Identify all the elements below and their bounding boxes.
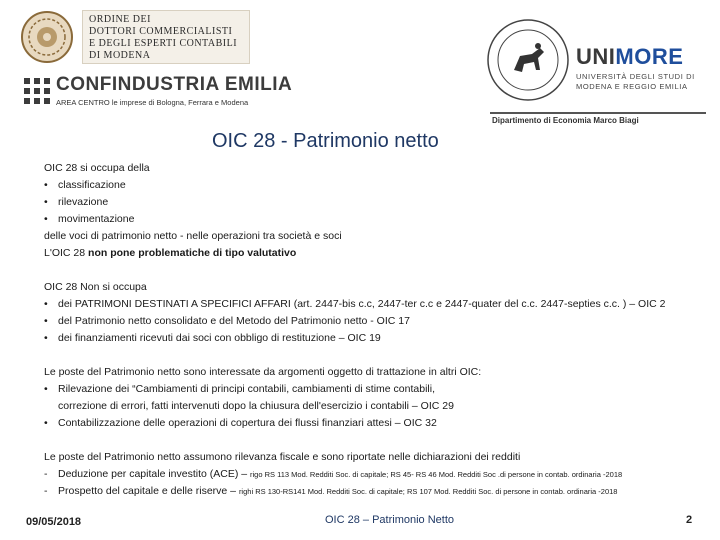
list-item: • movimentazione (44, 213, 135, 225)
unimore-word-a: UNI (576, 44, 616, 69)
list-item: • del Patrimonio netto consolidato e del Metodo del Patrimonio netto - OIC 17 (44, 315, 410, 327)
spacer (44, 432, 714, 449)
p1-line-3-b: non pone problematiche di tipo valutativo (88, 247, 297, 259)
list-item: • Contabilizzazione delle operazioni di copertura dei flussi finanziari attesi – OIC 32 (44, 417, 437, 429)
odc-line-4: DI MODENA (89, 50, 151, 61)
odc-line-1: ORDINE DEI (89, 14, 151, 25)
unimore-logo (478, 18, 706, 128)
confindustria-name: CONFINDUSTRIA EMILIA (56, 74, 293, 95)
unimore-word-b: MORE (615, 44, 684, 69)
p4-item-1-b: rigo RS 113 Mod. Redditi Soc. di capitale; RS 45- RS 46 Mod. Redditi Soc .di persone in contab. ordinaria -2018 (250, 470, 623, 479)
p3-item-2: Contabilizzazione delle operazioni di copertura dei flussi finanziari attesi – OIC 32 (58, 417, 437, 429)
odc-line-2: DOTTORI COMMERCIALISTI (89, 26, 233, 37)
slide-title: OIC 28 - Patrimonio netto (212, 130, 439, 152)
p4-intro: Le poste del Patrimonio netto assumono rilevanza fiscale e sono riportate nelle dichiarazioni dei redditi (44, 451, 521, 463)
slide-body (44, 160, 714, 500)
p1-intro: OIC 28 si occupa della (44, 162, 150, 174)
confindustria-mark-icon (22, 76, 52, 106)
list-item: • classificazione (44, 179, 126, 191)
list-item-continuation (44, 398, 714, 415)
spacer (44, 347, 714, 364)
confindustria-logo (22, 72, 293, 112)
p1-line-3-a: L'OIC 28 (44, 247, 89, 259)
p1-item-3: movimentazione (58, 213, 135, 225)
unimore-subtitle-1: UNIVERSITÀ DEGLI STUDI DI (576, 72, 695, 81)
p1-item-1: classificazione (58, 179, 126, 191)
p2-item-3: dei finanziamenti ricevuti dai soci con obbligo di restituzione – OIC 19 (58, 332, 381, 344)
p4-item-2-b: righi RS 130-RS141 Mod. Redditi Soc. di capitale; RS 107 Mod. Redditi Soc. di persone in contab. ordinaria -2018 (238, 487, 618, 496)
footer-date: 09/05/2018 (26, 516, 82, 528)
list-item: • dei finanziamenti ricevuti dai soci con obbligo di restituzione – OIC 19 (44, 332, 381, 344)
p4-item-1-a: Deduzione per capitale investito (ACE) – (58, 468, 251, 480)
p2-intro: OIC 28 Non si occupa (44, 281, 147, 293)
unimore-subtitle-2: MODENA E REGGIO EMILIA (576, 82, 688, 91)
p2-item-1: dei PATRIMONI DESTINATI A SPECIFICI AFFARI (art. 2447-bis c.c, 2447-ter c.c e 2447-quater del c.c. 2447-septies c.c. ) – OIC 2 (58, 298, 666, 310)
confindustria-subtitle: AREA CENTRO le imprese di Bologna, Ferrara e Modena (56, 98, 249, 107)
odc-logo (20, 10, 248, 64)
unimore-seal-icon (486, 18, 570, 102)
list-item: • rilevazione (44, 196, 109, 208)
p3-intro: Le poste del Patrimonio netto sono interessate da argomenti oggetto di trattazione in altri OIC: (44, 366, 482, 378)
odc-seal-icon (20, 10, 74, 64)
odc-line-3: E DEGLI ESPERTI CONTABILI (89, 38, 238, 49)
page-number: 2 (686, 514, 693, 526)
spacer (44, 262, 714, 279)
p1-line-2: delle voci di patrimonio netto - nelle operazioni tra società e soci (44, 230, 342, 242)
list-item: - Deduzione per capitale investito (ACE) – rigo RS 113 Mod. Redditi Soc. di capitale; RS 45- RS 46 Mod. Redditi Soc .di persone in contab. ordinaria -2018 (44, 468, 623, 480)
list-item: • Rilevazione dei “Cambiamenti di principi contabili, cambiamenti di stime contabili, (44, 383, 436, 395)
p2-item-2: del Patrimonio netto consolidato e del Metodo del Patrimonio netto - OIC 17 (58, 315, 410, 327)
list-item: • dei PATRIMONI DESTINATI A SPECIFICI AFFARI (art. 2447-bis c.c, 2447-ter c.c e 2447-quater del c.c. 2447-septies c.c. ) – OIC 2 (44, 298, 666, 310)
p3-item-1-b: correzione di errori, fatti intervenuti dopo la chiusura dell'esercizio i contabili – OIC 29 (58, 400, 454, 412)
department-name: Dipartimento di Economia Marco Biagi (492, 116, 639, 125)
footer-title: OIC 28 – Patrimonio Netto (325, 514, 455, 526)
p4-item-2-a: Prospetto del capitale e delle riserve – (58, 485, 239, 497)
list-item: - Prospetto del capitale e delle riserve – righi RS 130-RS141 Mod. Redditi Soc. di capitale; RS 107 Mod. Redditi Soc. di persone in contab. ordinaria -2018 (44, 485, 618, 497)
p1-item-2: rilevazione (58, 196, 109, 208)
p3-item-1-a: Rilevazione dei “Cambiamenti di principi contabili, cambiamenti di stime contabili, (58, 383, 436, 395)
odc-name-box (82, 10, 250, 64)
unimore-wordmark (576, 44, 683, 70)
department-divider (490, 112, 706, 114)
p1-line-3 (44, 245, 714, 262)
